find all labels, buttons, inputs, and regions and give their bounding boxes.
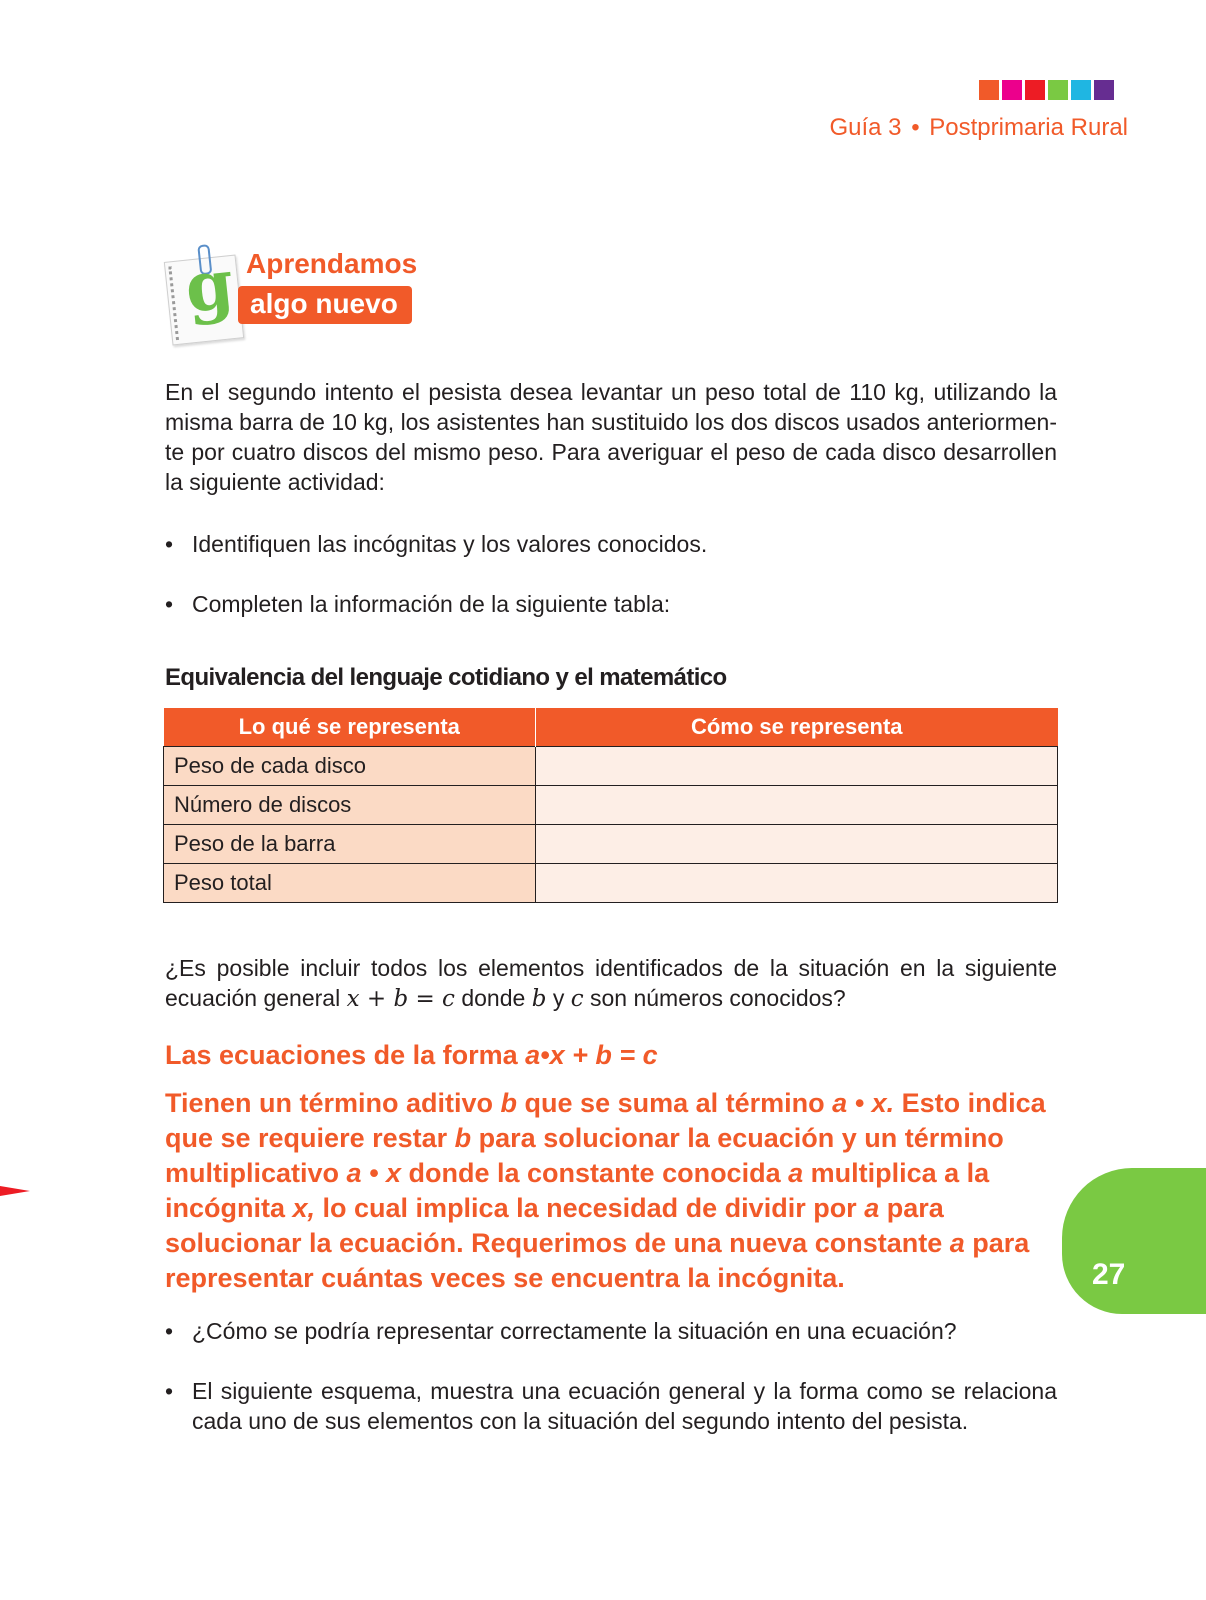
variable-b: b <box>500 1088 518 1118</box>
bullet-glyph: • <box>165 591 174 617</box>
color-square <box>1094 80 1114 100</box>
answer-cell[interactable] <box>536 864 1058 903</box>
highlight-text: multiplica a la incógnita <box>165 1158 990 1223</box>
highlight-paragraph <box>165 1086 1057 1296</box>
row-label: Número de discos <box>164 786 536 825</box>
heading-equation: a•x + b = c <box>525 1040 658 1070</box>
list-item-text: ¿Cómo se podría representar correctamente la situación en una ecuación? <box>192 1318 957 1344</box>
badge-subtitle: algo nuevo <box>238 286 412 324</box>
section-badge <box>168 244 428 348</box>
column-header: Lo qué se representa <box>164 708 536 747</box>
table-row <box>164 825 1058 864</box>
guide-label: Guía 3 <box>829 114 902 141</box>
answer-cell[interactable] <box>536 825 1058 864</box>
header-color-squares <box>979 80 1114 100</box>
color-square <box>979 80 999 100</box>
row-label: Peso de la barra <box>164 825 536 864</box>
color-square <box>1025 80 1045 100</box>
highlight-text: para solucionar la ecuación y un término multiplicativo <box>165 1123 1004 1188</box>
question-text: son números conocidos? <box>583 985 846 1011</box>
variable-b: b <box>531 986 547 1012</box>
highlight-text: para solucionar la ecuación. Requerimos de una nueva constante <box>165 1193 950 1258</box>
table-title: Equivalencia del lenguaje cotidiano y el matemático <box>165 664 727 691</box>
table-header-row <box>164 708 1058 747</box>
variable-c: c <box>570 986 584 1012</box>
list-item <box>165 589 1057 619</box>
answer-cell[interactable] <box>536 786 1058 825</box>
bullet-glyph: • <box>165 1378 174 1404</box>
heading-text: Las ecuaciones de la forma <box>165 1040 526 1070</box>
question-text: donde <box>454 985 532 1011</box>
highlight-text: para representar cuántas veces se encuentra la incógnita. <box>165 1228 1030 1293</box>
answer-cell[interactable] <box>536 747 1058 786</box>
highlight-text: donde la constante conocida <box>401 1158 789 1188</box>
list-item <box>165 529 1057 559</box>
table-row <box>164 864 1058 903</box>
highlight-text: lo cual implica la necesidad de dividir por <box>315 1193 865 1223</box>
intro-paragraph: En el segundo intento el pesista desea levantar un peso total de 110 kg, utilizando la misma barra de 10 kg, los asistentes han sustituido los dos discos usados anteriormen-te por cuatro discos del mismo peso. Para averiguar el peso de cada disco desarrollen la siguiente actividad: <box>165 379 1057 495</box>
highlight-heading <box>165 1040 658 1071</box>
badge-title: Aprendamos <box>246 248 418 279</box>
color-square <box>1048 80 1068 100</box>
variable-a: a <box>949 1228 965 1258</box>
row-label: Peso total <box>164 864 536 903</box>
highlight-text: Esto indica que se requiere restar <box>165 1088 1046 1153</box>
variable-b: b <box>454 1123 472 1153</box>
program-label: Postprimaria Rural <box>929 114 1128 141</box>
highlight-text: que se suma al término <box>517 1088 833 1118</box>
header-separator: • <box>911 114 920 141</box>
page-number-tab <box>1062 1168 1206 1314</box>
color-square <box>1071 80 1091 100</box>
red-pointer-icon <box>0 1186 30 1196</box>
question-text: ¿Es posible incluir todos los elementos identificados de la situación en la siguiente ecuación general <box>165 955 1057 1011</box>
table-row <box>164 747 1058 786</box>
bullet-glyph: • <box>165 531 174 557</box>
table-row <box>164 786 1058 825</box>
row-label: Peso de cada disco <box>164 747 536 786</box>
running-header <box>829 114 1128 142</box>
list-item-text: El siguiente esquema, muestra una ecuación general y la forma como se relaciona cada uno de sus elementos con la situación del segundo intento del pesista. <box>192 1378 1057 1434</box>
notepad-letter-g-icon: g <box>164 254 244 345</box>
variable-x: x, <box>292 1193 316 1223</box>
highlight-text: Tienen un término aditivo <box>165 1088 501 1118</box>
term-ax: a • x. <box>832 1088 895 1118</box>
list-item <box>165 1316 1057 1346</box>
list-item-text: Completen la información de la siguiente tabla: <box>192 591 671 617</box>
page-number: 27 <box>1092 1258 1126 1291</box>
list-item-text: Identifiquen las incógnitas y los valores conocidos. <box>192 531 708 557</box>
variable-a: a <box>864 1193 880 1223</box>
equivalence-table <box>163 708 1058 903</box>
column-header: Cómo se representa <box>536 708 1058 747</box>
bullet-glyph: • <box>165 1318 174 1344</box>
term-ax: a • x <box>346 1158 402 1188</box>
list-item <box>165 1376 1057 1436</box>
general-equation: x + b = c <box>346 986 455 1012</box>
question-paragraph <box>165 953 1057 1014</box>
variable-a: a <box>788 1158 804 1188</box>
color-square <box>1002 80 1022 100</box>
question-text: y <box>546 985 571 1011</box>
